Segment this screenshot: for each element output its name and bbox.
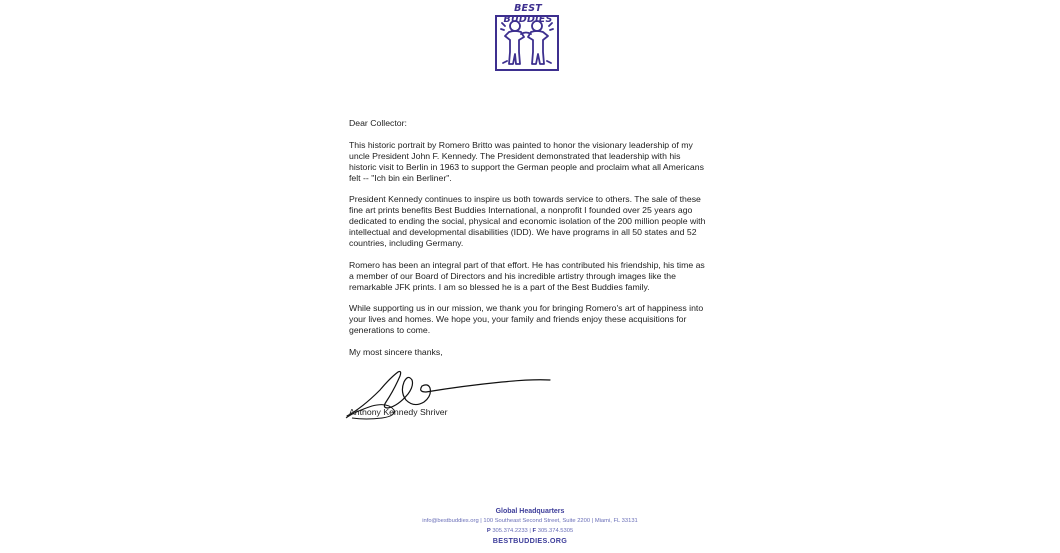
phone-label: P (486, 527, 491, 534)
letter-paragraph: While supporting us in our mission, we thank you for bringing Romero's art of happiness into your lives and homes. We hope you, your family and friends enjoy these acquisitions for generations to come. (349, 303, 704, 336)
signer-name: Anthony Kennedy Shriver (349, 407, 448, 417)
footer-separator: | (529, 527, 531, 534)
phone-number: 305.374.2233 (492, 527, 528, 534)
buddies-figures-icon (497, 17, 557, 69)
letter-paragraph: Romero has been an integral part of that effort. He has contributed his friendship, his time as a member of our Board of Directors and his incredible artistry through images like the remarkable JFK prints. I am so blessed he is a part of the Best Buddies family. (349, 259, 705, 292)
letter-paragraph: This historic portrait by Romero Britto was painted to honor the visionary leadership of my uncle President John F. Kennedy. The President demonstrated that leadership with his historic visit to Berlin in 1963 to support the German people and proclaim what all Americans felt -- "Ich bin ein Berliner". (349, 139, 704, 183)
salutation: Dear Collector: (349, 118, 407, 128)
best-buddies-logo (493, 3, 563, 71)
closing: My most sincere thanks, (349, 346, 443, 357)
footer-headquarters: Global Headquarters (495, 508, 565, 515)
logo-title: BEST BUDDIES (503, 3, 553, 25)
footer (400, 507, 660, 546)
fax-label: F (532, 527, 537, 534)
logo-figures-box (495, 15, 559, 71)
letter-paragraph: President Kennedy continues to inspire us both towards service to others. The sale of these fine art prints benefits Best Buddies International, a nonprofit I founded over 25 years ago dedicated to ending the social, physical and economic isolation of the 200 million people with intellectual and developmental disabilities (IDD). We have programs in all 50 states and 52 countries, including Germany. (349, 194, 706, 248)
footer-address: info@bestbuddies.org | 100 Southeast Second Street, Suite 2200 | Miami, FL 33131 (422, 517, 638, 524)
letter-body (349, 118, 709, 369)
footer-website[interactable]: BESTBUDDIES.ORG (492, 536, 568, 546)
fax-number: 305.374.5305 (537, 527, 574, 534)
footer-contact (400, 527, 660, 537)
